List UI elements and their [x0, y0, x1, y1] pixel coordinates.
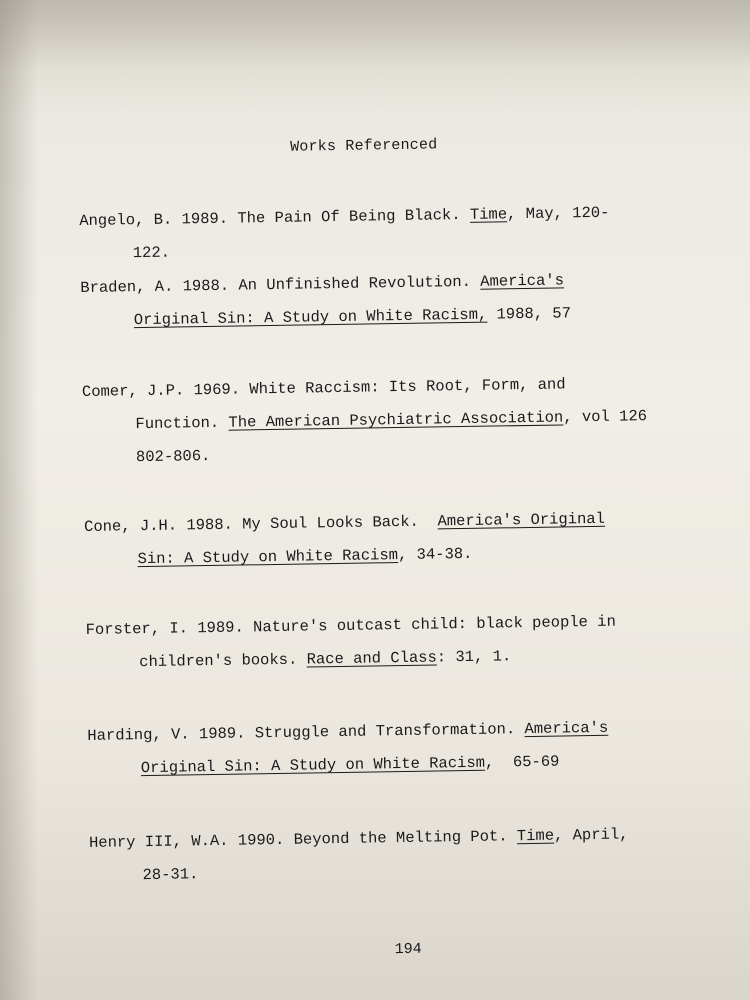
reference-first-line: Angelo, B. 1989. The Pain Of Being Black. Time, May, 120- — [79, 203, 610, 231]
reference-entry — [87, 711, 688, 786]
reference-continuation-line: Original Sin: A Study on White Racism, 65-69 — [140, 752, 560, 778]
reference-entry — [85, 605, 686, 680]
underlined-source-title: America's Original — [437, 509, 606, 531]
reference-entry — [89, 818, 690, 893]
page-title: Works Referenced — [290, 136, 438, 156]
reference-first-line: Braden, A. 1988. An Unfinished Revolution. America's — [80, 271, 565, 298]
underlined-source-title: Sin: A Study on White Racism — [137, 546, 399, 569]
reference-first-line: Comer, J.P. 1969. White Raccism: Its Root, Form, and — [81, 375, 566, 401]
reference-entry — [84, 502, 685, 577]
underlined-source-title: America's — [524, 718, 609, 739]
reference-entry — [82, 367, 683, 475]
underlined-source-title: Original Sin: A Study on White Racism — [140, 753, 486, 778]
reference-continuation-line: Function. The American Psychiatric Association, vol 126 — [135, 407, 648, 434]
reference-first-line: Forster, I. 1989. Nature's outcast child: black people in — [85, 612, 616, 639]
reference-first-line: Henry III, W.A. 1990. Beyond the Melting Pot. Time, April, — [88, 825, 629, 852]
underlined-source-title: Time — [469, 205, 508, 224]
page-number: 194 — [394, 940, 422, 959]
underlined-source-title: America's — [480, 271, 565, 291]
reference-first-line: Cone, J.H. 1988. My Soul Looks Back. America's Original — [83, 509, 606, 536]
underlined-source-title: The American Psychiatric Association — [228, 408, 564, 432]
reference-continuation-line: 122. — [132, 243, 171, 263]
reference-first-line: Harding, V. 1989. Struggle and Transformation. America's — [87, 718, 609, 745]
reference-entry — [79, 196, 680, 271]
underlined-source-title: Time — [516, 826, 555, 846]
underlined-source-title: Original Sin: A Study on White Racism, — [133, 305, 488, 330]
reference-continuation-line: children's books. Race and Class: 31, 1. — [139, 647, 512, 672]
reference-continuation-line: Original Sin: A Study on White Racism, 1988, 57 — [133, 304, 572, 330]
reference-entry — [80, 263, 681, 338]
reference-continuation-line: 802-806. — [135, 446, 211, 467]
reference-continuation-line: 28-31. — [142, 865, 199, 885]
underlined-source-title: Race and Class — [306, 648, 437, 669]
reference-continuation-line: Sin: A Study on White Racism, 34-38. — [137, 544, 473, 569]
